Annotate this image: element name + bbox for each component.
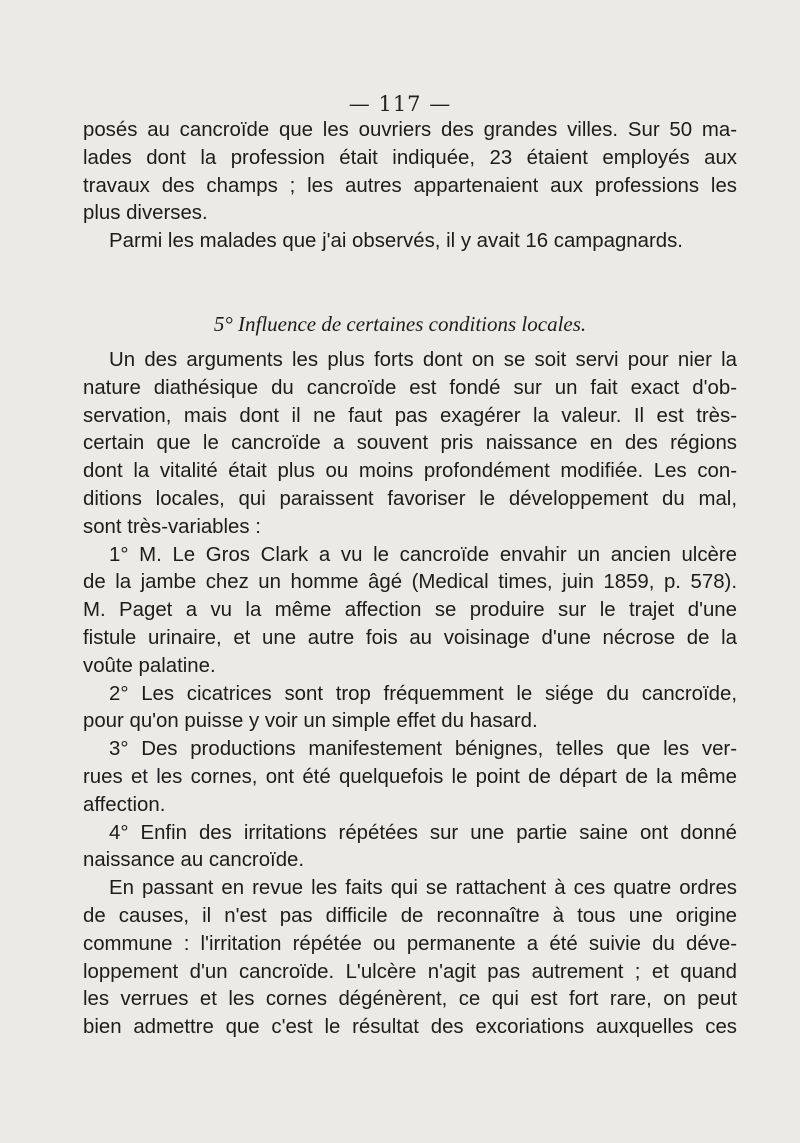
text-line: nature diathésique du cancroïde est fondé sur un fait exact d'ob- (83, 376, 737, 399)
text-line: certain que le cancroïde a souvent pris naissance en des régions (83, 432, 737, 455)
text-line: sont très-variables : (83, 515, 261, 538)
text-line: servation, mais dont il ne faut pas exagérer la valeur. Il est très- (83, 404, 737, 427)
text-line: fistule urinaire, et une autre fois au voisinage d'une nécrose de la (83, 626, 737, 649)
text-line: pour qu'on puisse y voir un simple effet du hasard. (83, 710, 538, 733)
text-line: ditions locales, qui paraissent favoriser le développement du mal, (83, 487, 737, 510)
text-line: M. Paget a vu la même affection se produire sur le trajet d'une (83, 599, 737, 622)
text-line: affection. (83, 793, 166, 816)
text-line: de la jambe chez un homme âgé (Medical times, juin 1859, p. 578). (83, 571, 737, 594)
text-line: les verrues et les cornes dégénèrent, ce qui est fort rare, on peut (83, 988, 737, 1011)
text-line: de causes, il n'est pas difficile de reconnaître à tous une origine (83, 904, 737, 927)
text-line: plus diverses. (83, 202, 208, 225)
text-line: voûte palatine. (83, 654, 216, 677)
text-line: 1° M. Le Gros Clark a vu le cancroïde envahir un ancien ulcère (109, 543, 737, 566)
text-line: Parmi les malades que j'ai observés, il y avait 16 campagnards. (109, 230, 683, 253)
text-line: travaux des champs ; les autres appartenaient aux professions les (83, 174, 737, 197)
text-line: commune : l'irritation répétée ou permanente a été suivie du déve- (83, 932, 737, 955)
text-line: 3° Des productions manifestement bénignes, telles que les ver- (109, 738, 737, 761)
text-line: naissance au cancroïde. (83, 849, 305, 872)
text-line: 4° Enfin des irritations répétées sur une partie saine ont donné (109, 821, 737, 844)
paragraph-local-conditions (83, 347, 737, 1042)
text-line: En passant en revue les faits qui se rattachent à ces quatre ordres (109, 877, 737, 900)
text-line: lades dont la profession était indiquée, 23 étaient employés aux (83, 146, 737, 169)
text-line: Un des arguments les plus forts dont on se soit servi pour nier la (109, 349, 737, 371)
page-number-header: — 117 — (348, 92, 452, 116)
paragraph-workers (83, 117, 737, 256)
text-line: posés au cancroïde que les ouvriers des grandes villes. Sur 50 ma- (83, 119, 737, 141)
text-line: bien admettre que c'est le résultat des excoriations auxquelles ces (83, 1016, 737, 1039)
text-line: dont la vitalité était plus ou moins profondément modifiée. Les con- (83, 460, 737, 483)
section-title: 5° Influence de certaines conditions locales. (213, 312, 587, 336)
text-line: 2° Les cicatrices sont trop fréquemment le siége du cancroïde, (109, 682, 737, 705)
text-line: loppement d'un cancroïde. L'ulcère n'agit pas autrement ; et quand (83, 960, 737, 983)
text-line: rues et les cornes, ont été quelquefois le point de départ de la même (83, 765, 737, 788)
